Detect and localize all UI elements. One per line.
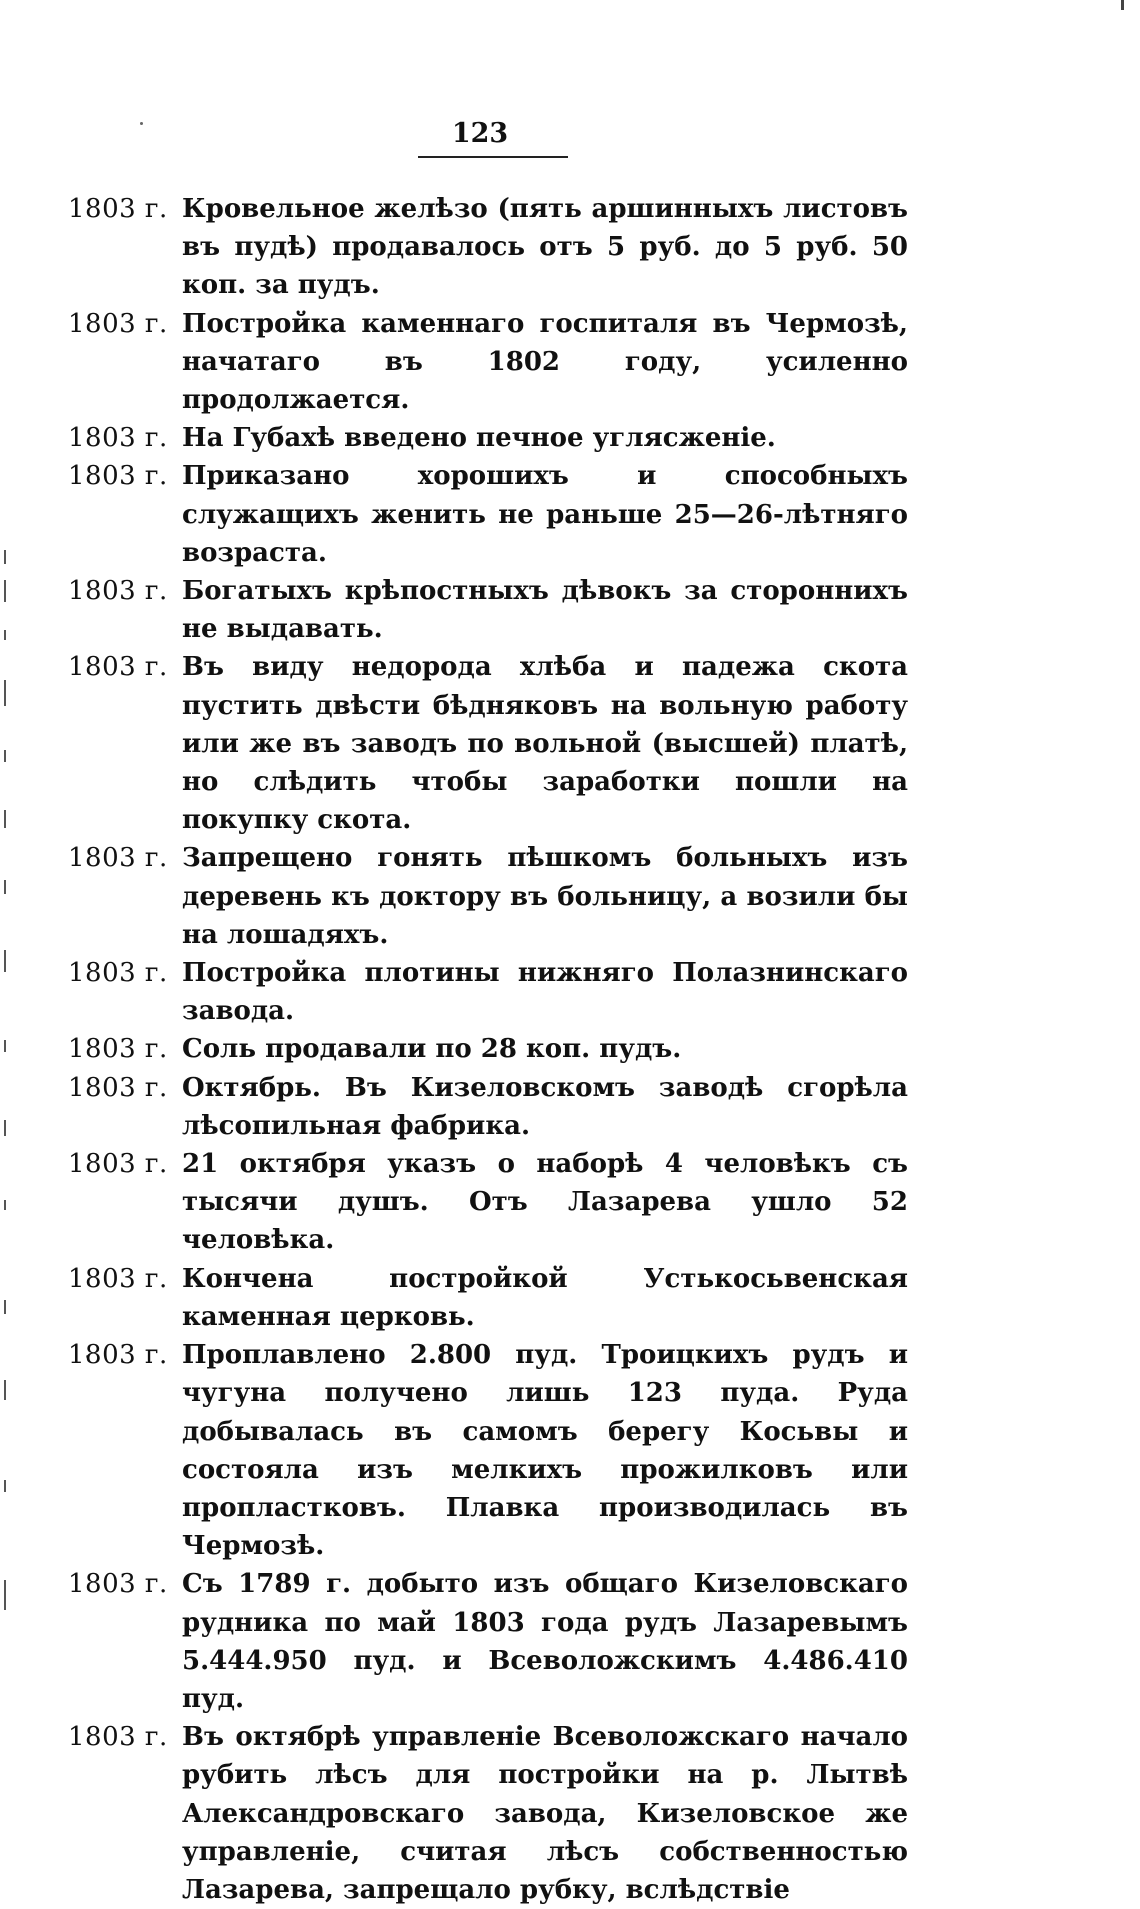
chronicle-entry <box>68 1565 908 1718</box>
chronicle-entry <box>68 457 908 572</box>
entry-text: Октябрь. Въ Кизеловскомъ заводѣ сгорѣла лѣсопильная фабрика. <box>182 1072 908 1141</box>
entry-date: 1803 г. <box>68 1340 168 1371</box>
left-margin-artifacts <box>0 480 12 1780</box>
entry-date: 1803 г. <box>68 308 168 339</box>
entry-date: 1803 г. <box>68 843 168 874</box>
entry-date: 1803 г. <box>68 1072 168 1103</box>
chronicle-entry <box>68 839 908 954</box>
scan-speck <box>140 122 143 125</box>
entry-date: 1803 г. <box>68 461 168 492</box>
entry-date: 1803 г. <box>68 576 168 607</box>
chronicle-entry <box>68 1336 908 1565</box>
entry-text: Кончена постройкой Устькосьвенская каменная церковь. <box>182 1263 908 1332</box>
entry-text: 21 октября указъ о наборѣ 4 человѣкъ съ тысячи душъ. Отъ Лазарева ушло 52 человѣка. <box>182 1149 908 1256</box>
chronicle-entry <box>68 1718 908 1909</box>
chronicle-entry <box>68 190 908 305</box>
entry-date: 1803 г. <box>68 1149 168 1180</box>
chronicle-entry <box>68 648 908 839</box>
entry-text: Приказано хорошихъ и способныхъ служащихъ женить не раньше 25—26-лѣтняго возраста. <box>182 461 908 568</box>
entry-text: Постройка каменнаго госпиталя въ Чермозѣ, начатаго въ 1802 году, усиленно продолжается. <box>182 308 908 416</box>
entry-date: 1803 г. <box>68 1034 168 1065</box>
chronicle-entry <box>68 419 908 457</box>
chronicle-entry <box>68 954 908 1030</box>
chronicle-entry <box>68 1145 908 1260</box>
page-number-rule <box>418 156 568 158</box>
entry-text: Богатыхъ крѣпостныхъ дѣвокъ за стороннихъ не выдавать. <box>182 576 908 645</box>
page-number: 123 <box>451 118 509 149</box>
entry-text: Въ виду недорода хлѣба и падежа скота пустить двѣсти бѣдняковъ на вольную работу или же въ заводъ по вольной (высшей) платѣ, но слѣдить чтобы заработки пошли на покупку скота. <box>182 652 908 836</box>
entry-date: 1803 г. <box>68 423 168 454</box>
entry-date: 1803 г. <box>68 958 168 989</box>
chronicle-entry <box>68 1069 908 1145</box>
entry-text: Кровельное желѣзо (пять аршинныхъ листовъ въ пудѣ) продавалось отъ 5 руб. до 5 руб. 50 коп. за пудъ. <box>182 194 908 301</box>
entry-text: Съ 1789 г. добыто изъ общаго Кизеловскаго рудника по май 1803 года рудъ Лазаревымъ 5.444.950 пуд. и Всеволожскимъ 4.486.410 пуд. <box>182 1569 908 1714</box>
entry-date: 1803 г. <box>68 652 168 683</box>
scan-mark <box>1121 0 1124 10</box>
chronicle-entry <box>68 305 908 420</box>
chronicle-entries <box>68 190 908 1909</box>
chronicle-entry <box>68 572 908 648</box>
entry-date: 1803 г. <box>68 194 168 224</box>
entry-text: На Губахѣ введено печное углясженіе. <box>182 423 776 454</box>
entry-text: Запрещено гонять пѣшкомъ больныхъ изъ деревень къ доктору въ больницу, а возили бы на лошадяхъ. <box>182 843 908 950</box>
entry-text: Въ октябрѣ управленіе Всеволожскаго начало рубить лѣсъ для постройки на р. Лытвѣ Александровскаго завода, Кизеловское же управленіе, считая лѣсъ собственностью Лазарева, запрещало рубку, вслѣдствіе <box>182 1722 908 1905</box>
entry-text: Соль продавали по 28 коп. пудъ. <box>182 1034 682 1065</box>
entry-date: 1803 г. <box>68 1722 168 1753</box>
chronicle-entry <box>68 1260 908 1336</box>
chronicle-entry <box>68 1030 908 1068</box>
entry-text: Проплавлено 2.800 пуд. Троицкихъ рудъ и чугуна получено лишь 123 пуда. Руда добывалась въ самомъ берегу Косьвы и состояла изъ мелкихъ прожилковъ или пропластковъ. Плавка производилась въ Чермозѣ. <box>182 1340 908 1562</box>
entry-text: Постройка плотины нижняго Полазнинскаго завода. <box>182 958 908 1027</box>
entry-date: 1803 г. <box>68 1263 168 1294</box>
entry-date: 1803 г. <box>68 1569 168 1600</box>
